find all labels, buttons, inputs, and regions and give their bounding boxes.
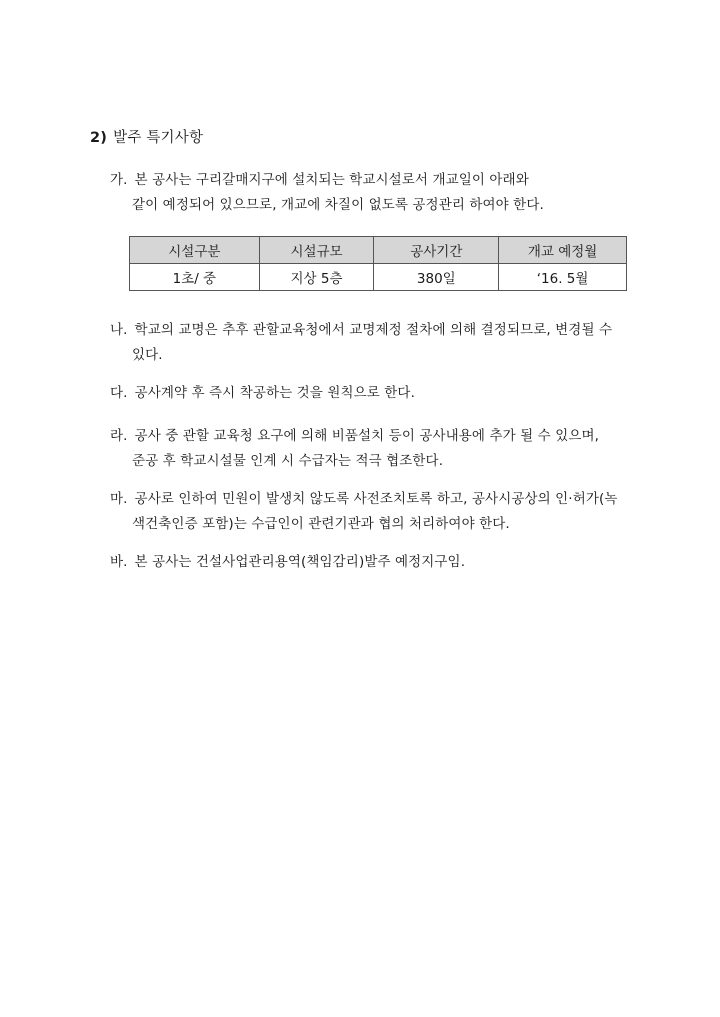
- table-header-row: [130, 237, 627, 264]
- item-line: [110, 381, 690, 406]
- item-text: 학교의 교명은 추후 관할교육청에서 교명제정 절차에 의해 결정되므로, 변경될 수: [134, 322, 613, 338]
- item-line: 있다.: [132, 347, 163, 363]
- table-header-cell: 시설규모: [259, 237, 374, 264]
- table-cell: 지상 5층: [259, 264, 374, 291]
- list-item-ba: [110, 550, 690, 575]
- item-line: 준공 후 학교시설물 인계 시 수급자는 적극 협조한다.: [132, 453, 444, 469]
- table-cell: ‘16. 5월: [499, 264, 627, 291]
- item-marker: 바.: [110, 554, 128, 570]
- list-item-ga: [110, 168, 690, 218]
- item-text: 공사로 인하여 민원이 발생치 않도록 사전조치토록 하고, 공사시공상의 인·허가(녹: [134, 491, 618, 507]
- item-line: 색건축인증 포함)는 수급인이 관련기관과 협의 처리하여야 한다.: [132, 516, 510, 532]
- list-item-ra: [110, 424, 690, 474]
- item-marker: 다.: [110, 385, 128, 401]
- item-text: 공사 중 관할 교육청 요구에 의해 비품설치 등이 공사내용에 추가 될 수 있으며,: [134, 428, 600, 444]
- item-marker: 라.: [110, 428, 128, 444]
- section-heading: [90, 126, 203, 147]
- table-header-cell: 개교 예정월: [499, 237, 627, 264]
- table-header-cell: 공사기간: [374, 237, 499, 264]
- item-text: 본 공사는 건설사업관리용역(책임감리)발주 예정지구임.: [134, 554, 466, 570]
- item-marker: 가.: [110, 172, 128, 188]
- table-row: [130, 264, 627, 291]
- item-marker: 마.: [110, 491, 128, 507]
- list-item-ma: [110, 487, 690, 537]
- item-line: [110, 424, 690, 449]
- item-line: [110, 168, 690, 193]
- table-cell: 380일: [374, 264, 499, 291]
- item-line: [110, 487, 690, 512]
- item-line: [110, 550, 690, 575]
- list-item-da: [110, 381, 690, 406]
- table-cell: 1초/ 중: [130, 264, 260, 291]
- section-title: 발주 특기사항: [113, 130, 204, 146]
- item-text: 본 공사는 구리갈매지구에 설치되는 학교시설로서 개교일이 아래와: [134, 172, 529, 188]
- item-text: 공사계약 후 즉시 착공하는 것을 원칙으로 한다.: [134, 385, 415, 401]
- item-line: 같이 예정되어 있으므로, 개교에 차질이 없도록 공정관리 하여야 한다.: [132, 197, 544, 213]
- item-marker: 나.: [110, 322, 128, 338]
- item-line: [110, 318, 690, 343]
- section-number: 2): [90, 130, 108, 146]
- facility-table: [129, 236, 627, 291]
- list-item-na: [110, 318, 690, 368]
- table-header-cell: 시설구분: [130, 237, 260, 264]
